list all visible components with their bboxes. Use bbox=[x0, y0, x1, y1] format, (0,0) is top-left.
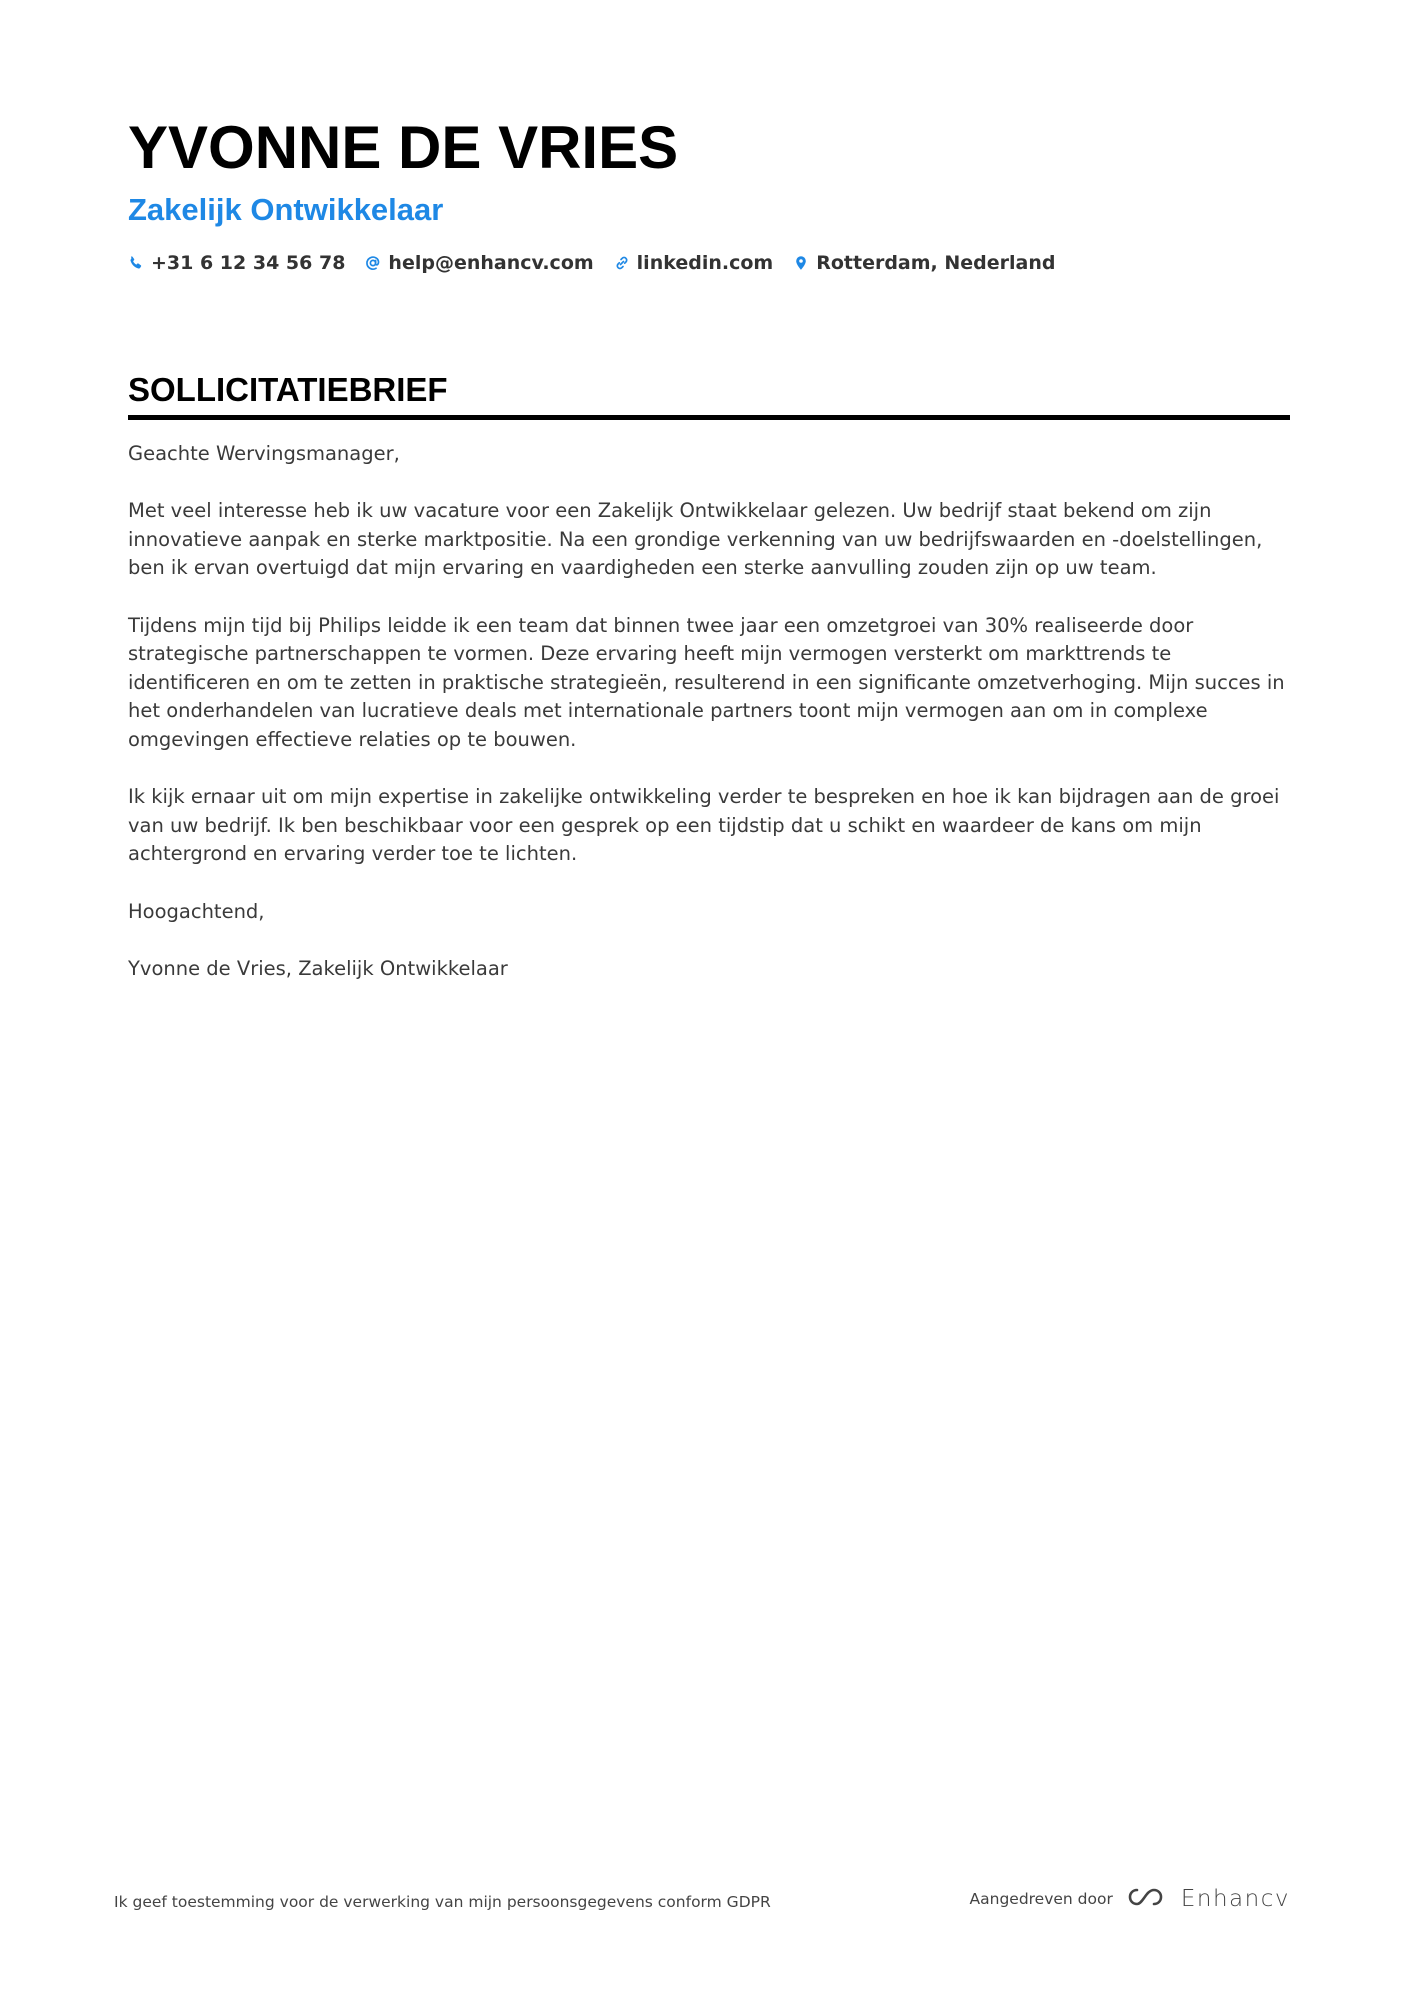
section-divider bbox=[128, 415, 1290, 420]
contact-phone[interactable] bbox=[128, 252, 345, 274]
letter-paragraph: Tijdens mijn tijd bij Philips leidde ik een team dat binnen twee jaar een omzetgroei van 30% realiseerde door strategische partnerschappen te vormen. Deze ervaring heeft mijn vermogen versterkt om markttrends te identificeren en om te zetten in praktische strategieën, resulterend in een significante omzetverhoging. Mijn succes in het onderhandelen van lucratieve deals met internationale partners toont mijn vermogen aan om in complexe omgevingen effectieve relaties op te bouwen. bbox=[128, 613, 1285, 751]
enhancv-logo bbox=[1125, 1885, 1290, 1913]
letter-closing: Hoogachtend, bbox=[128, 899, 265, 923]
infinity-icon bbox=[1125, 1885, 1171, 1913]
header bbox=[128, 112, 1290, 274]
contact-bar bbox=[128, 252, 1290, 274]
location-text: Rotterdam, Nederland bbox=[816, 252, 1056, 274]
letter-body bbox=[128, 440, 1288, 1012]
link-icon bbox=[614, 255, 630, 271]
section-heading bbox=[128, 368, 1290, 420]
section-title: SOLLICITATIEBRIEF bbox=[128, 371, 448, 408]
letter-greeting: Geachte Wervingsmanager, bbox=[128, 442, 400, 465]
contact-location bbox=[793, 252, 1055, 274]
candidate-name: YVONNE DE VRIES bbox=[128, 114, 679, 181]
gdpr-consent: Ik geef toestemming voor de verwerking van mijn persoonsgegevens conform GDPR bbox=[114, 1893, 771, 1911]
letter-paragraph: Met veel interesse heb ik uw vacature voor een Zakelijk Ontwikkelaar gelezen. Uw bedrijf staat bekend om zijn innovatieve aanpak en sterke marktpositie. Na een grondige verkenning van uw bedrijfswaarden en -doelstellingen, ben ik ervan overtuigd dat mijn ervaring en vaardigheden een sterke aanvulling zouden zijn op uw team. bbox=[128, 499, 1263, 580]
location-pin-icon bbox=[793, 255, 809, 271]
contact-linkedin[interactable] bbox=[614, 252, 774, 274]
phone-icon bbox=[128, 255, 144, 271]
candidate-role: Zakelijk Ontwikkelaar bbox=[128, 192, 444, 227]
powered-by-label: Aangedreven door bbox=[969, 1890, 1113, 1908]
powered-by[interactable] bbox=[970, 1885, 1290, 1913]
email-text: help@enhancv.com bbox=[388, 252, 594, 274]
contact-email[interactable] bbox=[365, 252, 593, 274]
phone-text: +31 6 12 34 56 78 bbox=[151, 252, 346, 274]
letter-signature: Yvonne de Vries, Zakelijk Ontwikkelaar bbox=[128, 956, 508, 980]
letter-paragraph: Ik kijk ernaar uit om mijn expertise in zakelijke ontwikkeling verder te bespreken en hoe ik kan bijdragen aan de groei van uw bedrijf. Ik ben beschikbaar voor een gesprek op een tijdstip dat u schikt en waardeer de kans om mijn achtergrond en ervaring verder toe te lichten. bbox=[128, 785, 1280, 866]
at-icon bbox=[365, 255, 381, 271]
linkedin-text: linkedin.com bbox=[636, 252, 774, 274]
brand-name: Enhancv bbox=[1180, 1886, 1290, 1912]
